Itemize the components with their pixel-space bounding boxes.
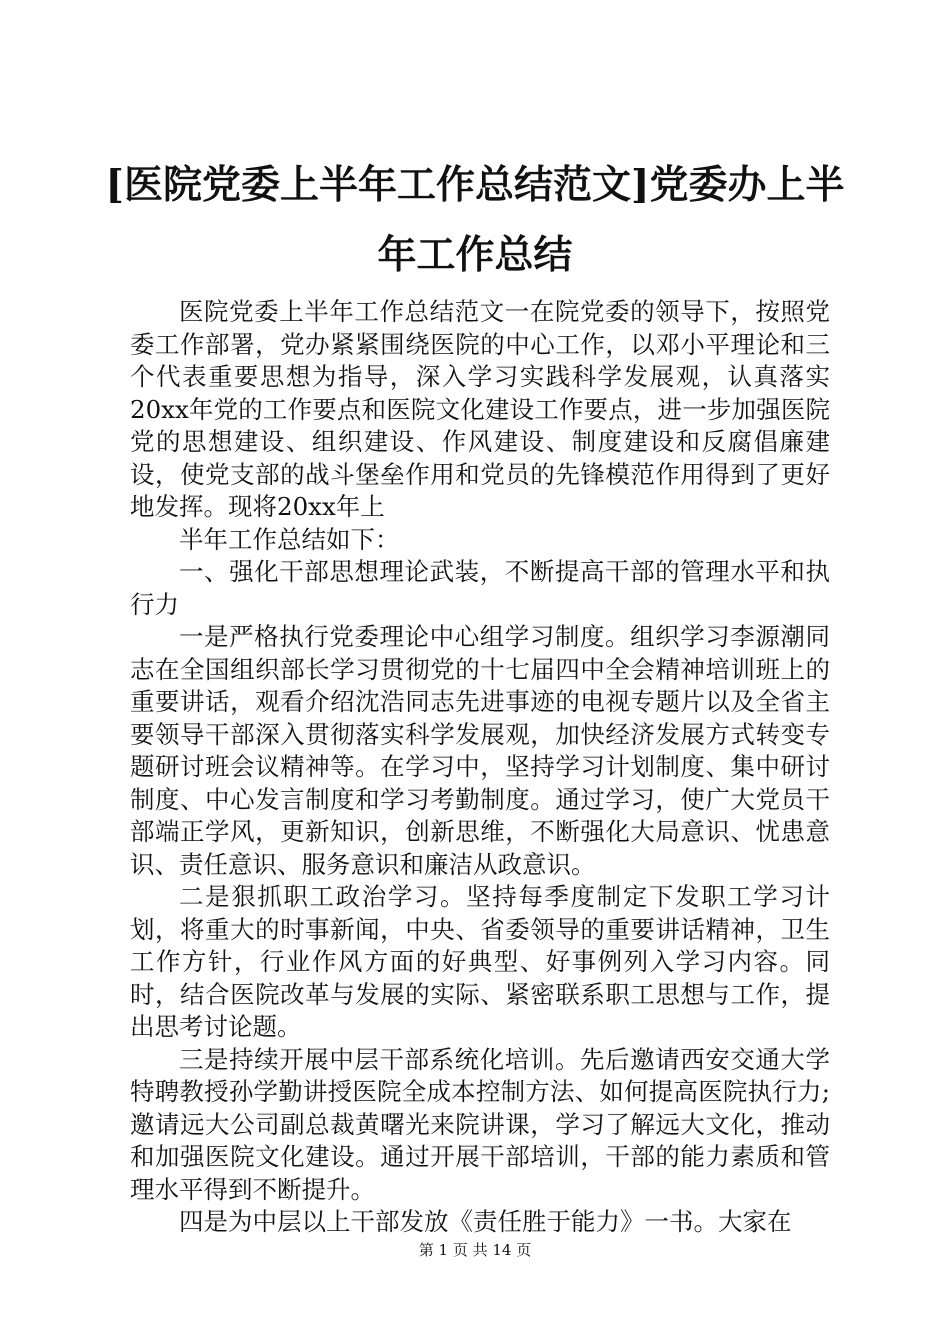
paragraph-item-3: 三是持续开展中层干部系统化培训。先后邀请西安交通大学特聘教授孙学勤讲授医院全成本控制方法、如何提高医院执行力;邀请远大公司副总裁黄曙光来院讲课，学习了解远大文化，推动和加强医院文化建设。通过开展干部培训，干部的能力素质和管理水平得到不断提升。 <box>130 1044 830 1204</box>
paragraph-item-4: 四是为中层以上干部发放《责任胜于能力》一书。大家在 <box>179 1207 792 1236</box>
page-footer: 第 1 页 共 14 页 <box>418 1241 532 1259</box>
document-title: [医院党委上半年工作总结范文]党委办上半年工作总结 <box>105 162 845 278</box>
paragraph-item-2: 二是狠抓职工政治学习。坚持每季度制定下发职工学习计划，将重大的时事新闻，中央、省委领导的重要讲话精神，卫生工作方针，行业作风方面的好典型、好事例列入学习内容。同时，结合医院改革与发展的实际、紧密联系职工思想与工作，提出思考讨论题。 <box>130 882 830 1041</box>
paragraph-summary-lead: 半年工作总结如下： <box>179 524 400 554</box>
section-heading-1: 一、强化干部思想理论武装，不断提高干部的管理水平和执行力 <box>130 557 830 619</box>
paragraph-intro: 医院党委上半年工作总结范文一在院党委的领导下，按照党委工作部署，党办紧紧围绕医院的中心工作，以邓小平理论和三个代表重要思想为指导，深入学习实践科学发展观，认真落实20xx年党的工作要点和医院文化建设工作要点，进一步加强医院党的思想建设、组织建设、作风建设、制度建设和反腐倡廉建设，使党支部的战斗堡垒作用和党员的先锋模范作用得到了更好地发挥。现将20xx年上 <box>130 297 830 521</box>
paragraph-item-1: 一是严格执行党委理论中心组学习制度。组织学习李源潮同志在全国组织部长学习贯彻党的十七届四中全会精神培训班上的重要讲话，观看介绍沈浩同志先进事迹的电视专题片以及全省主要领导干部深入贯彻落实科学发展观，加快经济发展方式转变专题研讨班会议精神等。在学习中，坚持学习计划制度、集中研讨制度、中心发言制度和学习考勤制度。通过学习，使广大党员干部端正学风，更新知识，创新思维，不断强化大局意识、忧患意识、责任意识、服务意识和廉洁从政意识。 <box>130 622 830 879</box>
document-body <box>130 296 830 1239</box>
